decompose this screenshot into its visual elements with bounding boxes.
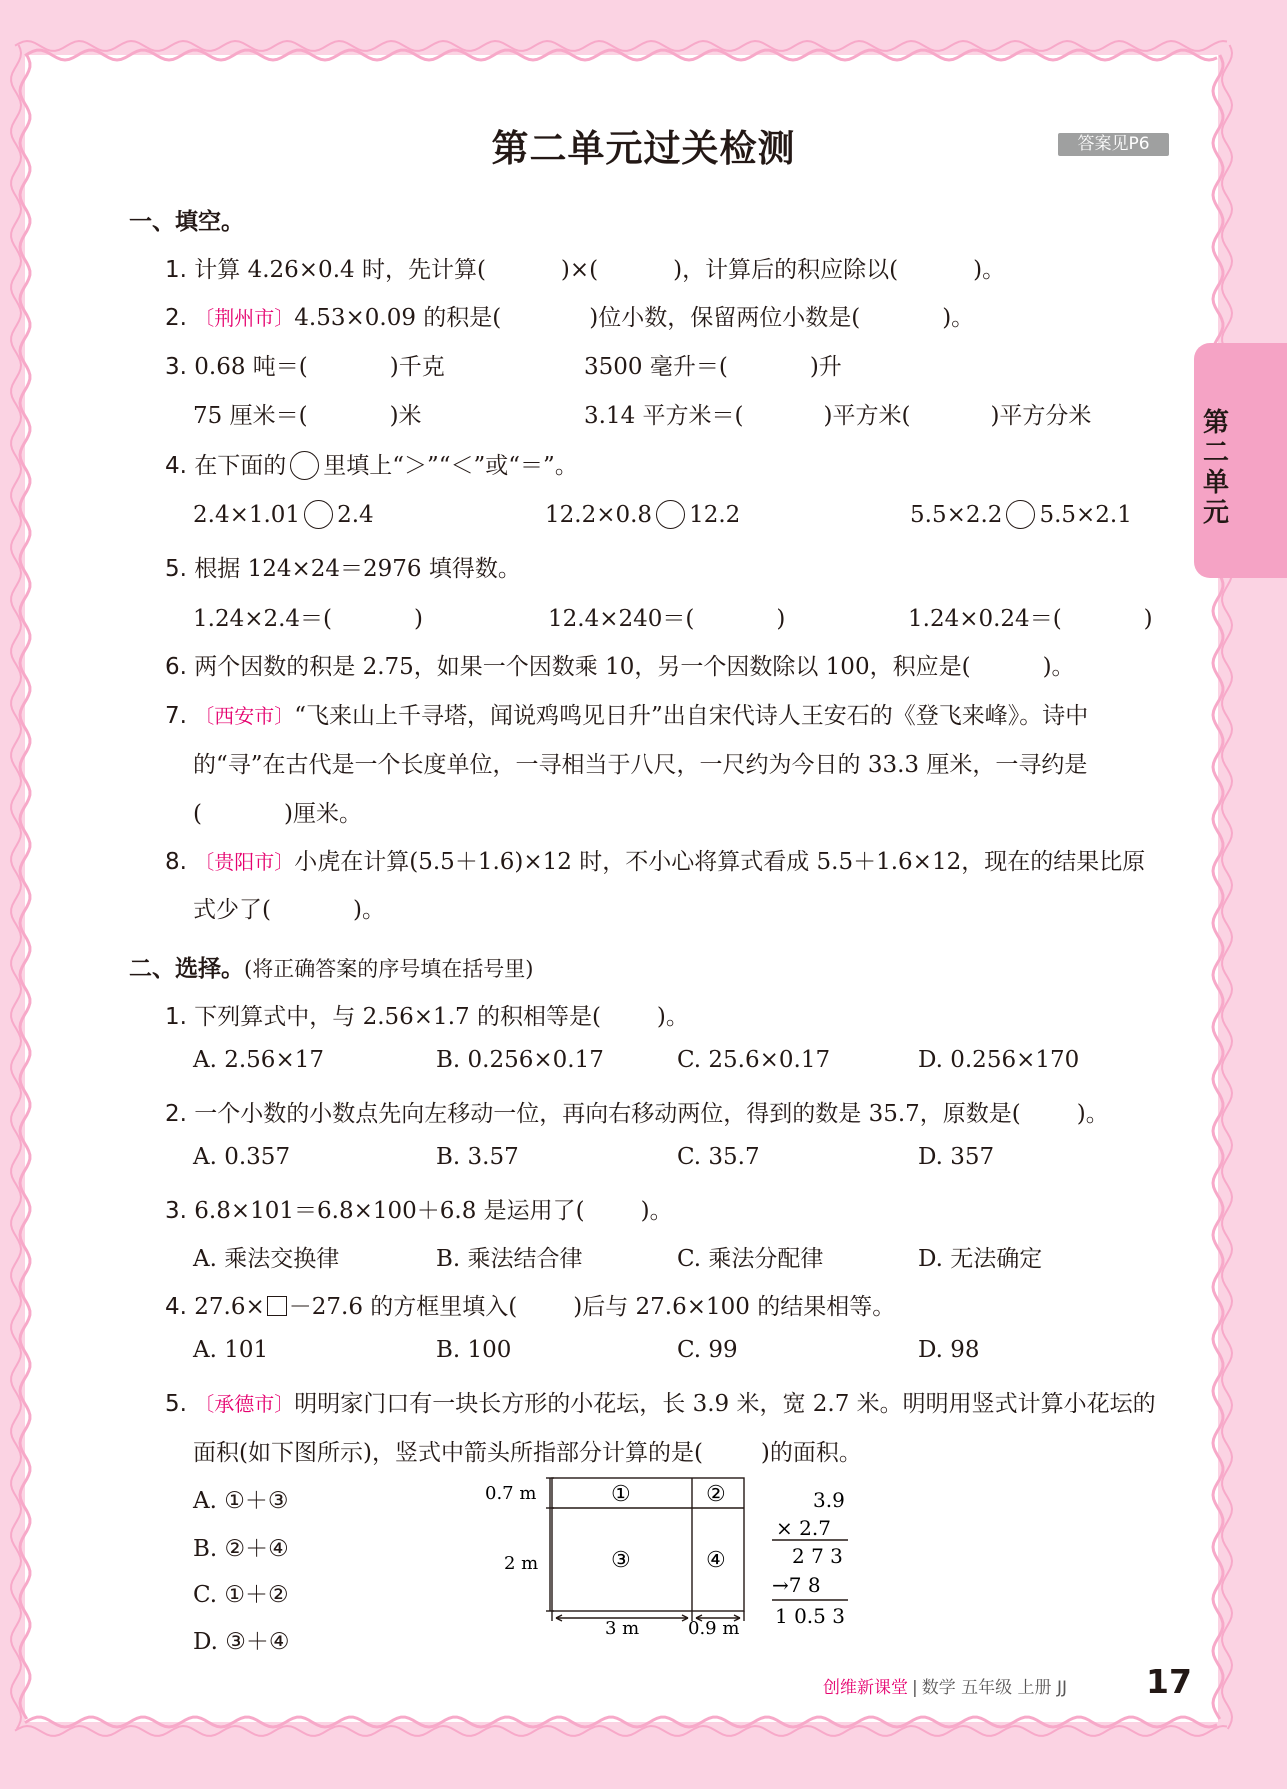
region-tag: 〔西安市〕 [194,704,295,728]
region-tag: 〔荆州市〕 [194,306,295,330]
region-3-label: ③ [611,1548,631,1573]
question-1-5: 5. 根据 124×24＝2976 填得数。 [165,556,521,582]
question-1-7-line-3: ( )厘米。 [193,801,362,827]
compare-circle-icon [290,451,319,480]
question-1-5-item-3: 1.24×0.24＝( ) [908,606,1153,632]
option-2-2-d[interactable]: D. 357 [918,1144,995,1170]
question-1-4-item-2: 12.2×0.8 12.2 [545,502,741,528]
page-number: 17 [1146,1662,1192,1701]
option-2-1-b[interactable]: B. 0.256×0.17 [436,1047,604,1073]
region-tag: 〔承德市〕 [194,1392,295,1416]
question-1-8-line-2: 式少了( )。 [193,897,385,923]
label-bottom-width-left: 3 m [605,1618,640,1638]
question-1-3-part-d: 3.14 平方米＝( )平方米( )平方分米 [584,403,1092,429]
option-2-2-a[interactable]: A. 0.357 [193,1144,291,1170]
footer-brand: 创维新课堂 [823,1678,908,1698]
question-1-1: 1. 计算 4.26×0.4 时，先计算( )×( )，计算后的积应除以( )。 [165,257,1006,283]
question-2-3: 3. 6.8×101＝6.8×100＋6.8 是运用了( )。 [165,1198,673,1224]
option-2-1-d[interactable]: D. 0.256×170 [918,1047,1080,1073]
question-2-5-line-2: 面积(如下图所示)，竖式中箭头所指部分计算的是( )的面积。 [193,1440,862,1466]
region-tag: 〔贵阳市〕 [194,850,295,874]
question-2-5: 5. 〔承德市〕明明家门口有一块长方形的小花坛，长 3.9 米，宽 2.7 米。明明用竖式计算小花坛的 [165,1391,1156,1417]
question-1-3-part-c: 75 厘米＝( )米 [193,403,422,429]
calc-top-number: 3.9 [813,1488,845,1512]
option-2-2-c[interactable]: C. 35.7 [677,1144,760,1170]
option-2-5-b[interactable]: B. ②＋④ [193,1536,289,1562]
calc-partial-2-arrow: →7 8 [772,1573,821,1597]
label-left-height: 2 m [504,1553,539,1574]
calc-multiplier: × 2.7 [776,1516,831,1540]
question-1-5-item-1: 1.24×2.4＝( ) [193,606,424,632]
option-2-3-c[interactable]: C. 乘法分配律 [677,1246,824,1272]
garden-area-figure [470,1468,870,1638]
calc-partial-1: 2 7 3 [792,1544,843,1568]
option-2-1-a[interactable]: A. 2.56×17 [193,1047,324,1073]
calc-result: 1 0.5 3 [775,1604,845,1628]
option-2-2-b[interactable]: B. 3.57 [436,1144,519,1170]
footer-subject: 数学 五年级 上册 JJ [921,1678,1067,1698]
section-1-heading: 一、填空。 [129,209,244,235]
option-2-5-c[interactable]: C. ①＋② [193,1582,289,1608]
unit-side-tab-label: 第二单元 [1202,408,1229,528]
option-2-3-d[interactable]: D. 无法确定 [918,1246,1043,1272]
option-2-3-a[interactable]: A. 乘法交换律 [193,1246,340,1272]
question-1-8: 8. 〔贵阳市〕小虎在计算(5.5＋1.6)×12 时，不小心将算式看成 5.5＋1.6×12，现在的结果比原 [165,849,1146,875]
question-2-4: 4. 27.6× －27.6 的方框里填入( )后与 27.6×100 的结果相等。 [165,1294,896,1320]
option-2-3-b[interactable]: B. 乘法结合律 [436,1246,583,1272]
section-2-heading: 二、选择。(将正确答案的序号填在括号里) [129,956,534,982]
option-2-1-c[interactable]: C. 25.6×0.17 [677,1047,831,1073]
question-1-7-line-2: 的“寻”在古代是一个长度单位，一寻相当于八尺，一尺约为今日的 33.3 厘米，一寻约是 [193,752,1088,778]
label-top-height: 0.7 m [485,1483,537,1504]
question-2-2: 2. 一个小数的小数点先向左移动一位，再向右移动两位，得到的数是 35.7，原数是( )。 [165,1101,1109,1127]
answer-circle-1[interactable] [304,500,333,529]
answer-circle-2[interactable] [656,500,685,529]
option-2-4-a[interactable]: A. 101 [193,1337,269,1363]
question-2-1: 1. 下列算式中，与 2.56×1.7 的积相等是( )。 [165,1004,689,1030]
question-1-5-item-2: 12.4×240＝( ) [548,606,786,632]
question-1-4: 4. 在下面的 里填上“＞”“＜”或“＝”。 [165,453,578,479]
blank-square-icon [267,1296,287,1316]
page-title: 第二单元过关检测 [491,127,796,170]
question-1-4-item-3: 5.5×2.2 5.5×2.1 [910,502,1132,528]
option-2-5-a[interactable]: A. ①＋③ [193,1488,289,1514]
option-2-4-b[interactable]: B. 100 [436,1337,512,1363]
region-1-label: ① [611,1482,631,1507]
question-1-2: 2. 〔荆州市〕4.53×0.09 的积是( )位小数，保留两位小数是( )。 [165,305,975,331]
answer-circle-3[interactable] [1006,500,1035,529]
option-2-4-d[interactable]: D. 98 [918,1337,980,1363]
question-1-3-part-b: 3500 毫升＝( )升 [584,354,842,380]
question-1-7: 7. 〔西安市〕“飞来山上千寻塔，闻说鸡鸣见日升”出自宋代诗人王安石的《登飞来峰》。诗中 [165,703,1089,729]
answer-reference-badge: 答案见P6 [1058,133,1169,156]
region-2-label: ② [706,1482,726,1507]
question-1-6: 6. 两个因数的积是 2.75，如果一个因数乘 10，另一个因数除以 100，积应是( )。 [165,654,1075,680]
question-1-4-item-1: 2.4×1.01 2.4 [193,502,374,528]
region-4-label: ④ [706,1548,726,1573]
option-2-4-c[interactable]: C. 99 [677,1337,738,1363]
page-footer: 创维新课堂 | 数学 五年级 上册 JJ [823,1678,1067,1698]
question-1-3: 3. 0.68 吨＝( )千克 [165,354,445,380]
label-bottom-width-right: 0.9 m [688,1618,740,1638]
option-2-5-d[interactable]: D. ③＋④ [193,1629,290,1655]
